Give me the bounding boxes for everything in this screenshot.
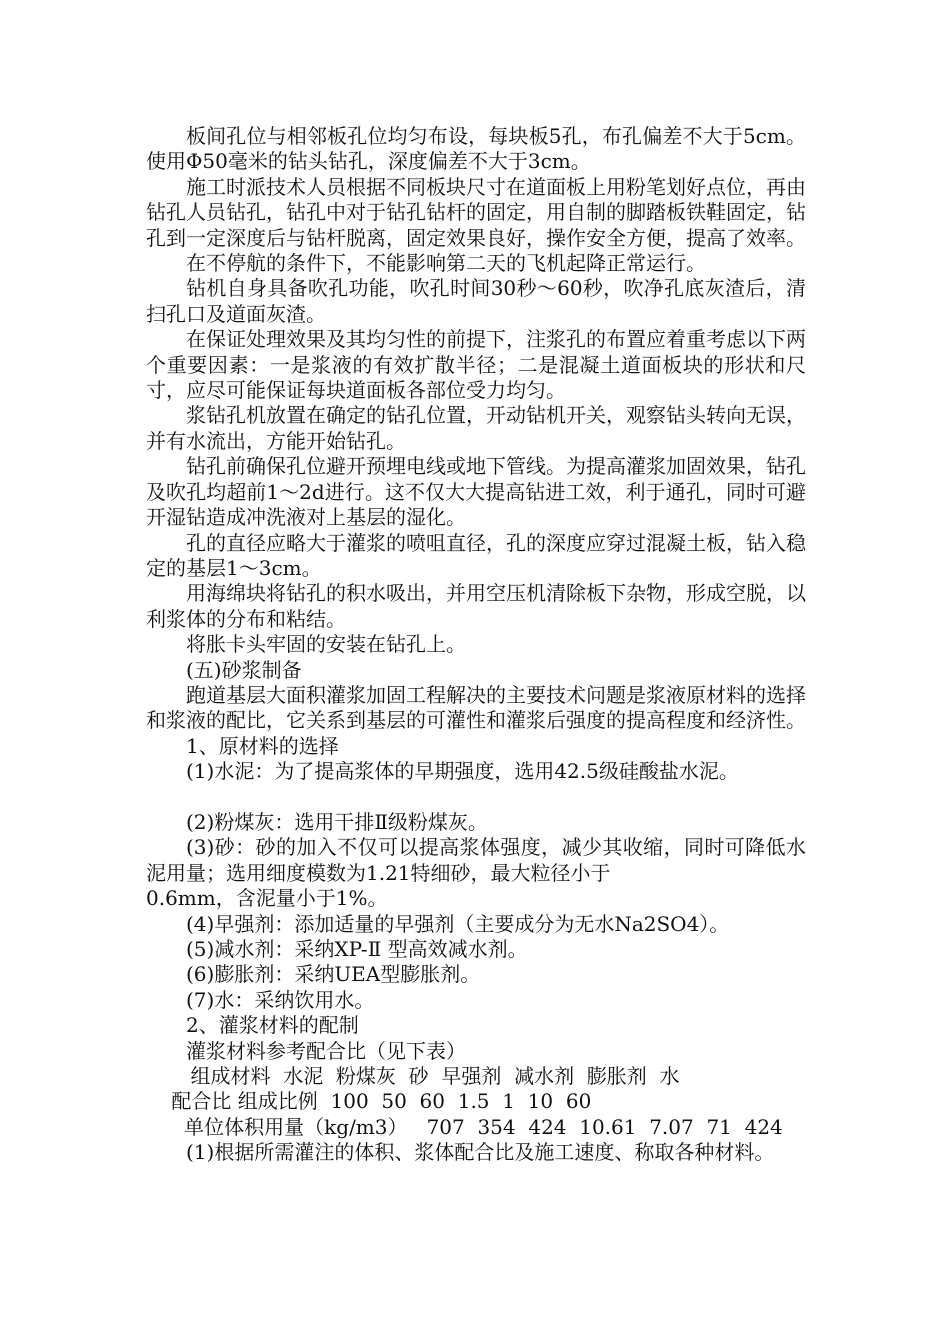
list-item: (4)早强剂：添加适量的早强剂（主要成分为无水Na2SO4）。: [186, 911, 730, 936]
subsection-heading: 2、灌浆材料的配制: [186, 1013, 359, 1038]
paragraph: 灌浆材料参考配合比（见下表）: [186, 1038, 466, 1063]
paragraph: 用海绵块将钻孔的积水吸出，并用空压机清除板下杂物，形成空脱，以利浆体的分布和粘结。: [146, 581, 806, 631]
paragraph: 钻机自身具备吹孔功能，吹孔时间30秒～60秒，吹净孔底灰渣后，清扫孔口及道面灰渣。: [146, 276, 806, 326]
paragraph: 孔的直径应略大于灌浆的喷咀直径，孔的深度应穿过混凝土板，钻入稳定的基层1～3cm。: [146, 530, 806, 580]
mix-table-row: 配合比 组成比例 100 50 60 1.5 1 10 60: [146, 1089, 592, 1114]
subsection-heading: 1、原材料的选择: [186, 733, 339, 758]
paragraph: 将胀卡头牢固的安装在钻孔上。: [186, 632, 466, 657]
paragraph: 在保证处理效果及其均匀性的前提下，注浆孔的布置应着重考虑以下两个重要因素：一是浆液的有效扩散半径；二是混凝土道面板块的形状和尺寸，应尽可能保证每块道面板各部位受力均匀。: [146, 327, 806, 403]
list-item: (6)膨胀剂：采纳UEA型膨胀剂。: [186, 962, 481, 987]
list-item: (7)水：采纳饮用水。: [186, 987, 375, 1012]
mix-table-row: 单位体积用量（kg/m3） 707 354 424 10.61 7.07 71 424: [146, 1114, 783, 1139]
paragraph: 施工时派技术人员根据不同板块尺寸在道面板上用粉笔划好点位，再由钻孔人员钻孔，钻孔中对于钻孔钻杆的固定，用自制的脚踏板铁鞋固定，钻孔到一定深度后与钻杆脱离，固定效果良好，操作安全方便，提高了效率。: [146, 174, 806, 250]
section-heading: (五)砂浆制备: [186, 657, 302, 682]
paragraph: 板间孔位与相邻板孔位均匀布设，每块板5孔，布孔偏差不大于5cm。使用Φ50毫米的钻头钻孔，深度偏差不大于3cm。: [146, 124, 806, 174]
paragraph: 浆钻孔机放置在确定的钻孔位置，开动钻机开关，观察钻头转向无误，并有水流出，方能开始钻孔。: [146, 403, 806, 453]
list-item: (5)减水剂：采纳XP-Ⅱ 型高效减水剂。: [186, 936, 528, 961]
paragraph: 在不停航的条件下，不能影响第二天的飞机起降正常运行。: [186, 251, 706, 276]
list-item: (1)根据所需灌注的体积、浆体配合比及施工速度、称取各种材料。: [186, 1140, 775, 1165]
list-item: (2)粉煤灰：选用干排Ⅱ级粉煤灰。: [186, 809, 488, 834]
paragraph: 跑道基层大面积灌浆加固工程解决的主要技术问题是浆液原材料的选择和浆液的配比，它关系到基层的可灌性和灌浆后强度的提高程度和经济性。: [146, 682, 806, 733]
list-item: (1)水泥：为了提高浆体的早期强度，选用42.5级硅酸盐水泥。: [186, 759, 739, 784]
list-item-continuation: 0.6mm，含泥量小于1%。: [146, 886, 388, 911]
document-body: [146, 124, 806, 1166]
list-item: (3)砂：砂的加入不仅可以提高浆体强度，减少其收缩，同时可降低水泥用量；选用细度模数为1.21特细砂，最大粒径小于: [146, 835, 806, 885]
paragraph: 钻孔前确保孔位避开预埋电线或地下管线。为提高灌浆加固效果，钻孔及吹孔均超前1～2d进行。这不仅大大提高钻进工效，利于通孔，同时可避开湿钻造成冲洗液对上基层的湿化。: [146, 454, 806, 530]
mix-table-header: 组成材料 水泥 粉煤灰 砂 早强剂 减水剂 膨胀剂 水: [146, 1064, 680, 1089]
